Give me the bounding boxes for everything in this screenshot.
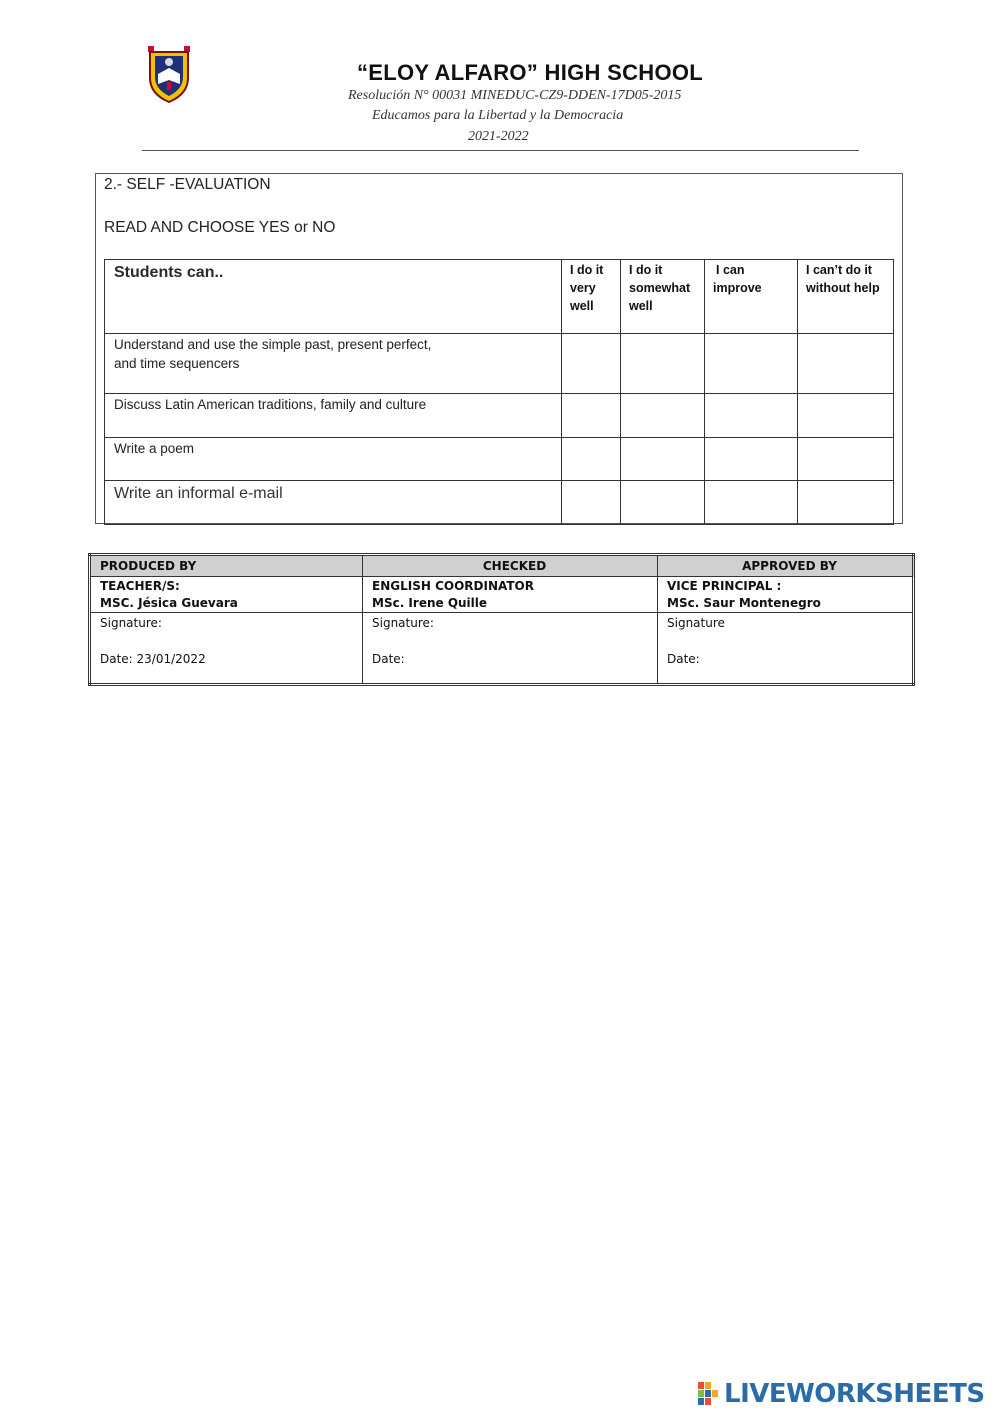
school-motto: Educamos para la Libertad y la Democracia [372,108,624,123]
choice-cell-somewhat-well[interactable] [621,334,705,394]
person-name: MSC. Jésica Guevara [100,596,238,610]
choice-cell-without-help[interactable] [798,334,894,394]
choice-cell-very-well[interactable] [562,481,621,525]
teacher-cell [90,577,363,613]
choice-cell-somewhat-well[interactable] [621,394,705,438]
school-year: 2021-2022 [468,129,529,144]
column-header-without-help: I can’t do it without help [798,260,894,334]
date-label: Date: [372,652,405,666]
date-label: Date: [667,652,700,666]
school-name: “ELOY ALFARO” HIGH SCHOOL [356,60,704,85]
date-label: Date: 23/01/2022 [100,652,206,666]
table-row [105,481,894,525]
choice-cell-somewhat-well[interactable] [621,438,705,481]
coordinator-cell [363,577,658,613]
table-row [105,394,894,438]
choice-cell-can-improve[interactable] [705,394,798,438]
coordinator-signature-cell [363,613,658,685]
role-label: VICE PRINCIPAL : [667,579,782,593]
column-header-somewhat-well: I do it somewhat well [621,260,705,334]
choice-cell-very-well[interactable] [562,334,621,394]
skill-label: Write an informal e-mail [105,481,562,525]
role-label: TEACHER/S: [100,579,180,593]
vice-principal-cell [658,577,914,613]
skill-label: Write a poem [105,438,562,481]
signature-label: Signature: [372,616,434,630]
choice-cell-without-help[interactable] [798,394,894,438]
signature-label: Signature [667,616,725,630]
students-can-header: Students can.. [105,260,562,334]
skill-label: Understand and use the simple past, present perfect, and time sequencers [105,334,562,394]
choice-cell-can-improve[interactable] [705,481,798,525]
column-header-can-improve: I can improve [705,260,798,334]
vice-principal-signature-cell [658,613,914,685]
teacher-signature-cell [90,613,363,685]
choice-cell-without-help[interactable] [798,481,894,525]
school-crest-logo [146,44,192,104]
approval-header-row [90,555,914,577]
choice-cell-somewhat-well[interactable] [621,481,705,525]
choice-cell-can-improve[interactable] [705,334,798,394]
table-header-row [105,260,894,334]
choice-cell-very-well[interactable] [562,438,621,481]
table-row [105,438,894,481]
liveworksheets-logo [698,1374,985,1414]
approval-table [88,553,915,686]
approval-names-row [90,577,914,613]
resolution-number: Resolución N° 00031 MINEDUC-CZ9-DDEN-17D05-2015 [348,88,682,103]
liveworksheets-blocks-icon [698,1380,720,1408]
choice-cell-very-well[interactable] [562,394,621,438]
produced-by-header: PRODUCED BY [90,555,363,577]
role-label: ENGLISH COORDINATOR [372,579,534,593]
instruction-text: READ AND CHOOSE YES or NO [104,219,336,236]
liveworksheets-wordmark: LIVEWORKSHEETS [724,1379,985,1409]
self-evaluation-table [104,259,894,525]
skill-label: Discuss Latin American traditions, family and culture [105,394,562,438]
choice-cell-without-help[interactable] [798,438,894,481]
section-title: 2.- SELF -EVALUATION [104,176,271,193]
column-header-very-well: I do it very well [562,260,621,334]
signature-label: Signature: [100,616,162,630]
approved-by-header: APPROVED BY [658,555,914,577]
checked-header: CHECKED [363,555,658,577]
approval-signature-row [90,613,914,685]
table-row [105,334,894,394]
header-divider [142,150,859,151]
person-name: MSc. Irene Quille [372,596,488,610]
choice-cell-can-improve[interactable] [705,438,798,481]
person-name: MSc. Saur Montenegro [667,596,821,610]
